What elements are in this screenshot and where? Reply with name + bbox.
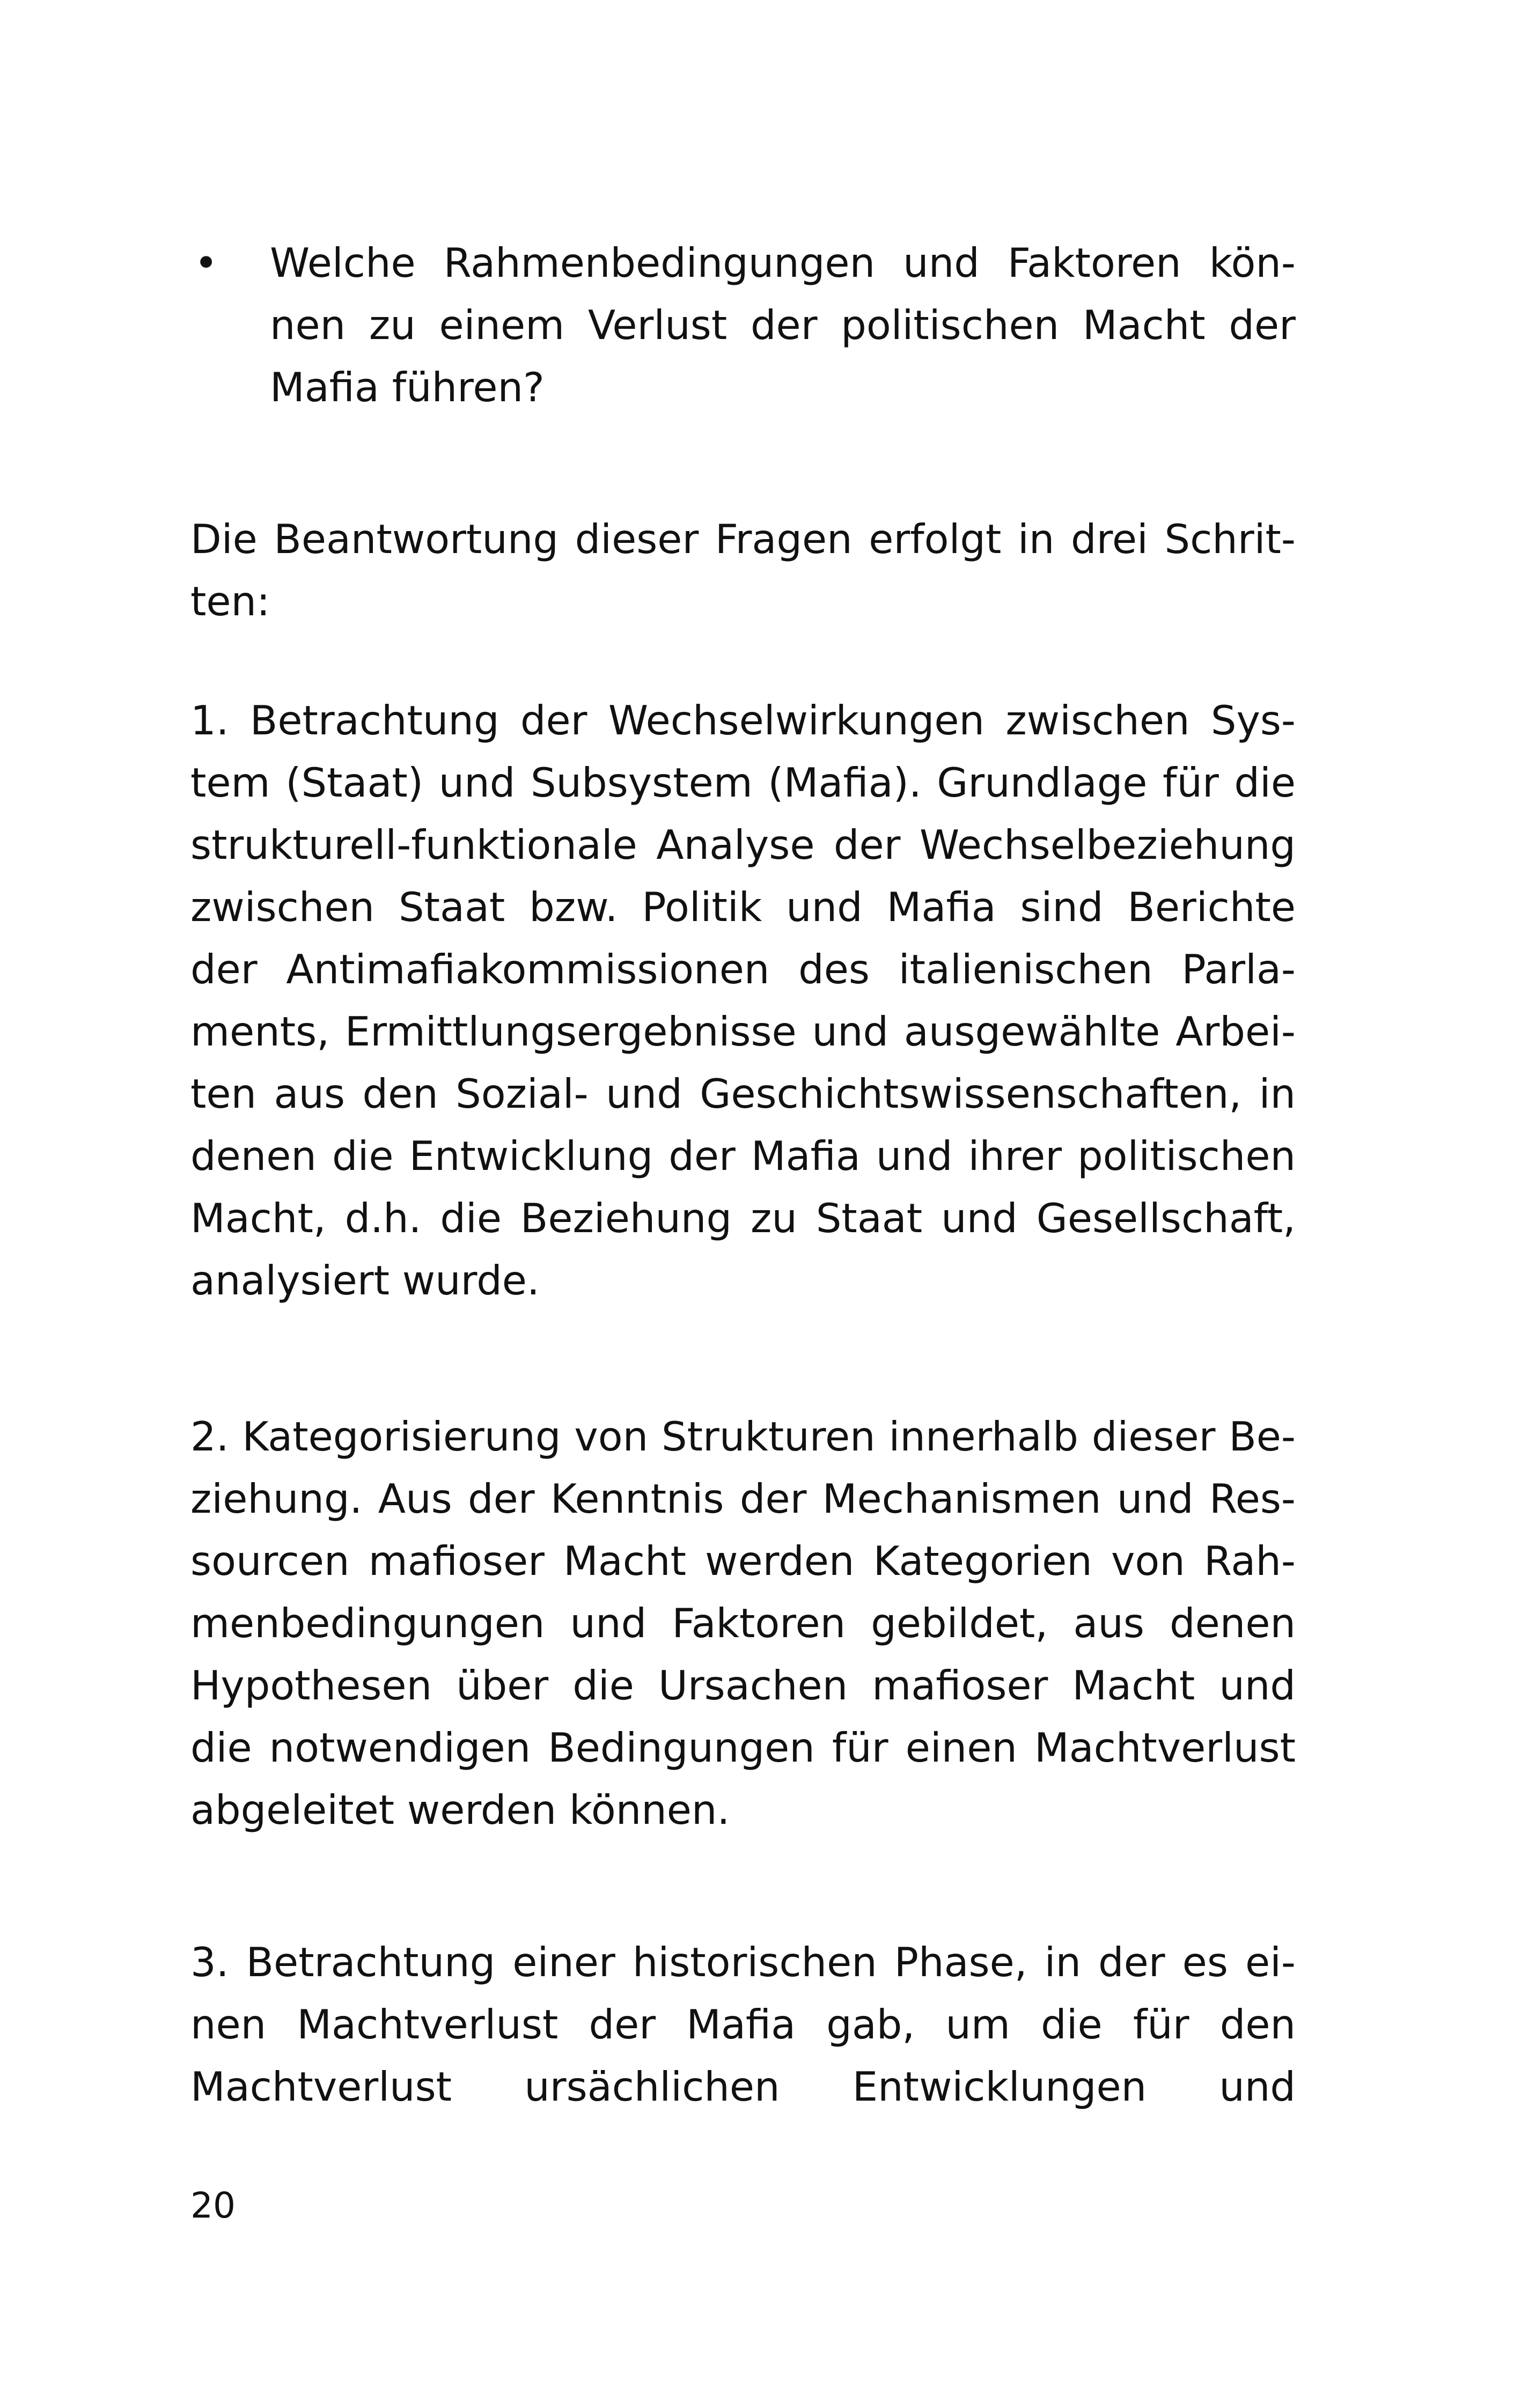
step3-paragraph-line: Machtverlust ursächlichen Entwicklungen und (190, 2063, 1296, 2110)
step1-paragraph-line: tem (Staat) und Subsystem (Mafia). Grundlage für die (190, 759, 1296, 806)
step1-paragraph-line: strukturell-funktionale Analyse der Wechselbeziehung (190, 821, 1296, 868)
step2-paragraph-line: menbedingungen und Faktoren gebildet, aus denen (190, 1600, 1296, 1647)
step1-paragraph-line: analysiert wurde. (190, 1257, 540, 1304)
bullet-marker: • (194, 239, 218, 286)
step1-paragraph-line: zwischen Staat bzw. Politik und Mafia sind Berichte (190, 883, 1296, 931)
step2-paragraph-line: Hypothesen über die Ursachen mafioser Macht und (190, 1662, 1296, 1709)
bullet-text-line: Mafia führen? (270, 364, 545, 411)
step3-paragraph-line: 3. Betrachtung einer historischen Phase, in der es ei- (190, 1939, 1296, 1986)
step1-paragraph-line: denen die Entwicklung der Mafia und ihrer politischen (190, 1132, 1296, 1180)
bullet-text-line: nen zu einem Verlust der politischen Macht der (270, 301, 1296, 349)
step1-paragraph-line: 1. Betrachtung der Wechselwirkungen zwischen Sys- (190, 697, 1296, 744)
step2-paragraph-line: abgeleitet werden können. (190, 1786, 730, 1833)
intro-paragraph-line: Die Beantwortung dieser Fragen erfolgt in drei Schrit- (190, 516, 1296, 563)
step3-paragraph-line: nen Machtverlust der Mafia gab, um die für den (190, 2001, 1296, 2048)
step2-paragraph-line: sourcen mafioser Macht werden Kategorien von Rah- (190, 1537, 1296, 1585)
step1-paragraph-line: der Antimafiakommissionen des italienischen Parla- (190, 946, 1296, 993)
step1-paragraph-line: ments, Ermittlungsergebnisse und ausgewählte Arbei- (190, 1008, 1296, 1055)
step1-paragraph-line: Macht, d.h. die Beziehung zu Staat und Gesellschaft, (190, 1195, 1296, 1242)
bullet-text-line: Welche Rahmenbedingungen und Faktoren kön- (270, 239, 1296, 286)
step1-paragraph-line: ten aus den Sozial- und Geschichtswissenschaften, in (190, 1070, 1296, 1117)
intro-paragraph-line: ten: (190, 578, 270, 625)
step2-paragraph-line: die notwendigen Bedingungen für einen Machtverlust (190, 1724, 1296, 1771)
step2-paragraph-line: ziehung. Aus der Kenntnis der Mechanismen und Res- (190, 1475, 1296, 1522)
step2-paragraph-line: 2. Kategorisierung von Strukturen innerhalb dieser Be- (190, 1413, 1296, 1460)
page-number: 20 (190, 2185, 236, 2226)
